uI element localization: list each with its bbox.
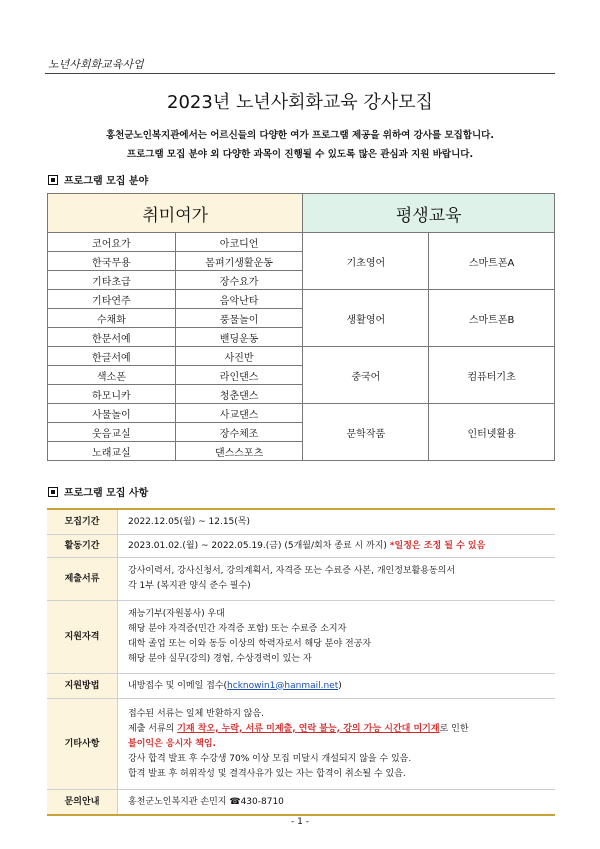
lifelong-cell: 생활영어 bbox=[303, 290, 429, 347]
hobby-cell: 음악난타 bbox=[175, 290, 303, 309]
table-row bbox=[47, 790, 555, 816]
lifelong-cell: 기초영어 bbox=[303, 233, 429, 290]
hobby-cell: 사물놀이 bbox=[48, 404, 176, 423]
qualification-value bbox=[118, 601, 556, 674]
activity-value bbox=[118, 535, 556, 558]
documents-value bbox=[118, 558, 556, 601]
lifelong-cell: 중국어 bbox=[303, 347, 429, 404]
table-row bbox=[47, 601, 555, 674]
lifelong-cell: 컴퓨터기초 bbox=[429, 347, 555, 404]
page-number: - 1 - bbox=[291, 817, 309, 827]
etc-line-1: 접수된 서류는 일체 반환하지 않음. bbox=[128, 708, 265, 719]
activity-label: 활동기간 bbox=[47, 535, 118, 558]
hobby-cell: 한국무용 bbox=[48, 252, 176, 271]
qualification-line: 해당 분야 자격증(민간 자격증 포함) 또는 수료증 소지자 bbox=[128, 624, 347, 634]
qualification-label: 지원자격 bbox=[47, 601, 118, 674]
hobby-cell: 기타연주 bbox=[48, 290, 176, 309]
etc-line-5: 합격 발표 후 허위작성 및 결격사유가 있는 자는 합격이 취소될 수 있음. bbox=[128, 768, 406, 779]
header-divider bbox=[45, 73, 555, 74]
page-title: 2023년 노년사회화교육 강사모집 bbox=[167, 92, 433, 113]
hobby-cell: 사진반 bbox=[175, 347, 303, 366]
hobby-cell: 한글서예 bbox=[48, 347, 176, 366]
etc-line-2 bbox=[128, 722, 549, 737]
table-row bbox=[47, 509, 555, 535]
table-row bbox=[48, 233, 555, 252]
activity-note: *일정은 조정 될 수 있음 bbox=[389, 540, 486, 551]
etc-line-2-post: 로 인한 bbox=[439, 723, 469, 734]
hobby-cell: 댄스스포츠 bbox=[175, 442, 303, 461]
qualification-line: 재능기부(자원봉사) 우대 bbox=[128, 609, 225, 619]
hobby-cell: 청춘댄스 bbox=[175, 385, 303, 404]
hobby-cell: 아코디언 bbox=[175, 233, 303, 252]
method-value bbox=[118, 674, 556, 699]
program-table bbox=[47, 193, 555, 461]
method-prefix: 내방접수 및 이메일 접수( bbox=[128, 680, 228, 691]
hobby-header: 취미여가 bbox=[48, 194, 303, 233]
hobby-cell: 몸펴기생활운동 bbox=[175, 252, 303, 271]
activity-period: 2023.01.02.(월) ~ 2022.05.19.(금) (5개월/회차 종료 시 까지) bbox=[128, 540, 387, 551]
contact-label: 문의안내 bbox=[47, 790, 118, 816]
qualification-line: 해당 분야 실무(강의) 경험, 수상경력이 있는 자 bbox=[128, 654, 312, 664]
table-row bbox=[47, 535, 555, 558]
square-bullet-icon bbox=[48, 487, 58, 497]
qualification-line: 대학 졸업 또는 이와 동등 이상의 학력자로서 해당 분야 전공자 bbox=[128, 639, 372, 649]
hobby-cell: 노래교실 bbox=[48, 442, 176, 461]
lifelong-cell: 인터넷활용 bbox=[429, 404, 555, 461]
table-row bbox=[47, 699, 555, 790]
hobby-cell: 한문서예 bbox=[48, 328, 176, 347]
intro-line-1: 홍천군노인복지관에서는 어르신들의 다양한 여가 프로그램 제공을 위하여 강사를 모집합니다. bbox=[106, 130, 494, 141]
intro-line-2: 프로그램 모집 분야 외 다양한 과목이 진행될 수 있도록 많은 관심과 지원 바랍니다. bbox=[126, 149, 474, 160]
email-link[interactable]: hcknowin1@hanmail.net bbox=[227, 680, 339, 691]
section-program-heading bbox=[48, 172, 148, 187]
hobby-cell: 밴딩운동 bbox=[175, 328, 303, 347]
hobby-cell: 사교댄스 bbox=[175, 404, 303, 423]
method-suffix: ) bbox=[338, 680, 342, 691]
etc-line-3: 불이익은 응시자 책임. bbox=[128, 738, 216, 749]
documents-line-2: 각 1부 (복지관 양식 준수 필수) bbox=[128, 581, 251, 591]
table-row bbox=[48, 347, 555, 366]
header-label: 노년사회화교육사업 bbox=[48, 58, 144, 71]
hobby-cell: 기타초급 bbox=[48, 271, 176, 290]
etc-warning-text: 기재 착오, 누락, 서류 미제출, 연락 불능, 강의 가능 시간대 미기재 bbox=[177, 723, 440, 734]
method-label: 지원방법 bbox=[47, 674, 118, 699]
table-row bbox=[47, 558, 555, 601]
period-value: 2022.12.05(월) ~ 12.15(목) bbox=[118, 509, 556, 535]
etc-line-4: 강사 합격 발표 후 수강생 70% 이상 모집 미달시 개설되지 않을 수 있음. bbox=[128, 753, 412, 764]
hobby-cell: 하모니카 bbox=[48, 385, 176, 404]
contact-value: 홍천군노인복지관 손민지 ☎430-8710 bbox=[118, 790, 556, 816]
hobby-cell: 풍물놀이 bbox=[175, 309, 303, 328]
section-recruit-title: 프로그램 모집 사항 bbox=[64, 488, 149, 499]
lifelong-cell: 스마트폰B bbox=[429, 290, 555, 347]
documents-label: 제출서류 bbox=[47, 558, 118, 601]
square-bullet-icon bbox=[48, 175, 58, 185]
lifelong-cell: 스마트폰A bbox=[429, 233, 555, 290]
table-row bbox=[48, 290, 555, 309]
hobby-cell: 장수체조 bbox=[175, 423, 303, 442]
etc-line-2-pre: 제출 서류의 bbox=[128, 723, 178, 734]
lifelong-header: 평생교육 bbox=[303, 194, 555, 233]
etc-label: 기타사항 bbox=[47, 699, 118, 790]
etc-value bbox=[118, 699, 556, 790]
hobby-cell: 라인댄스 bbox=[175, 366, 303, 385]
hobby-cell: 수채화 bbox=[48, 309, 176, 328]
documents-line-1: 강사이력서, 강사신청서, 강의계획서, 자격증 또는 수료증 사본, 개인정보활용동의서 bbox=[128, 566, 456, 576]
section-recruit-heading bbox=[48, 484, 148, 499]
recruit-table bbox=[47, 508, 555, 816]
program-table-header bbox=[48, 194, 555, 233]
hobby-cell: 색소폰 bbox=[48, 366, 176, 385]
table-row bbox=[48, 404, 555, 423]
table-row bbox=[47, 674, 555, 699]
hobby-cell: 웃음교실 bbox=[48, 423, 176, 442]
hobby-cell: 장수요가 bbox=[175, 271, 303, 290]
lifelong-cell: 문학작품 bbox=[303, 404, 429, 461]
hobby-cell: 코어요가 bbox=[48, 233, 176, 252]
section-program-title: 프로그램 모집 분야 bbox=[64, 176, 149, 187]
intro-text bbox=[0, 126, 600, 164]
period-label: 모집기간 bbox=[47, 509, 118, 535]
